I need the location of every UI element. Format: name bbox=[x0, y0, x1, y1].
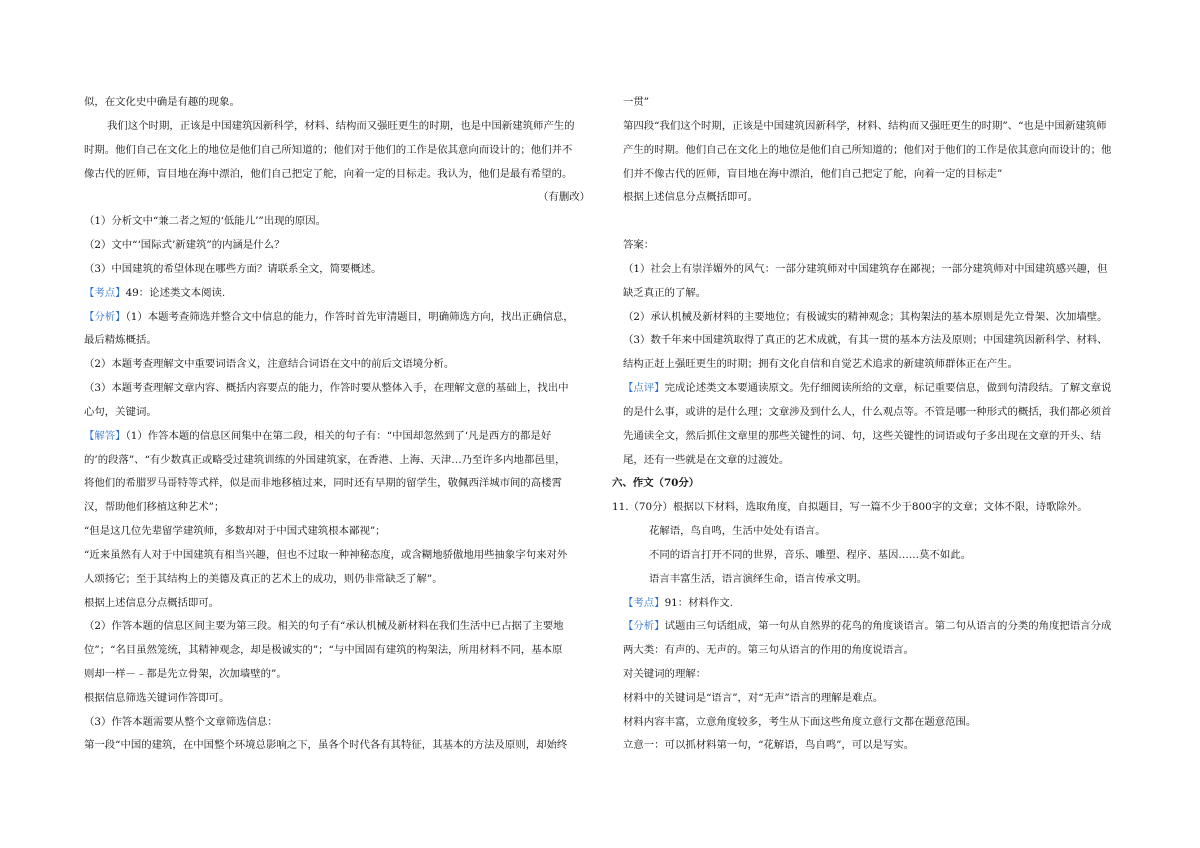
text-line: 尾，还有一些就是在文章的过渡处。 bbox=[623, 454, 790, 466]
text-line: 根据上述信息分点概括即可。 bbox=[623, 191, 759, 203]
text-line: 将他们的希腊罗马哥特等式样，似是而非地移植过来，同时还有早期的留学生，敬佩西洋城市间的高楼霄 bbox=[84, 477, 562, 489]
section-tag: 【分析】 bbox=[623, 620, 665, 632]
tag-text: （1）作答本题的信息区间集中在第二段，相关的句子有：“中国却忽然到了‘凡是西方的都是好 bbox=[125, 430, 552, 442]
answer-line: （2）承认机械及新材料的主要地位；有极诚实的精神观念；其构架法的基本原则是先立骨架、次加墙壁。 bbox=[623, 311, 1108, 323]
answer-heading: 答案： bbox=[623, 239, 655, 251]
text-line: 根据上述信息分点概括即可。 bbox=[84, 597, 220, 609]
text-line: “但是这几位先辈留学建筑师，多数却对于中国式建筑根本鄙视”； bbox=[84, 525, 386, 537]
text-line: 产生的时期。他们自己在文化上的地位是他们自己所知道的；他们对于他们的工作是依其意向而设计的；他 bbox=[623, 144, 1112, 156]
tag-text: （1）本题考查筛选并整合文中信息的能力，作答时首先审清题目，明确筛选方向，找出正确信息， bbox=[125, 311, 574, 323]
text-line: 像古代的匠师，盲目地在海中漂泊，他们自己把定了舵，向着一定的目标走。我认为，他们是最有希望的。 bbox=[84, 168, 573, 180]
section-tag: 【解答】 bbox=[84, 430, 126, 442]
text-line bbox=[623, 596, 733, 610]
answer-line: 结构正赶上强旺更生的时期；拥有文化自信和自觉艺术追求的新建筑师群体正在产生。 bbox=[623, 358, 1018, 370]
text-line: 的’的段落”、“有少数真正或略受过建筑训练的外国建筑家，在香港、上海、天津…乃至许多内地都邑里， bbox=[84, 454, 566, 466]
text-line: 的是什么事，或讲的是什么理；文章涉及到什么人，什么观点等。不管是哪一种形式的概括，我们都必须首 bbox=[623, 406, 1112, 418]
section-tag: 【考点】 bbox=[623, 597, 665, 609]
question-line: （2）文中“‘国际式’新建筑”的内涵是什么？ bbox=[84, 239, 285, 251]
answer-line: 缺乏真正的了解。 bbox=[623, 287, 707, 299]
text-line: 材料内容丰富，立意角度较多，考生从下面这些角度立意行文都在题意范围。 bbox=[623, 716, 977, 728]
material-line: 花解语，鸟自鸣，生活中处处有语言。 bbox=[649, 525, 826, 537]
text-line: 似，在文化史中确是有趣的现象。 bbox=[84, 96, 240, 108]
text-line: （2）本题考查理解文中重要词语含义，注意结合词语在文中的前后文语境分析。 bbox=[84, 358, 455, 370]
text-line: 第四段“我们这个时期，正该是中国建筑因新科学，材料、结构而又强旺更生的时期”、“也是中国新建筑师 bbox=[623, 120, 1107, 132]
question-line: 11.（70分）根据以下材料，选取角度，自拟题目，写一篇不少于800字的文章；文体不限，诗歌除外。 bbox=[612, 501, 1088, 513]
text-line: （3）作答本题需要从整个文章筛选信息： bbox=[84, 716, 278, 728]
text-line: 时期。他们自己在文化上的地位是他们自己所知道的；他们对于他们的工作是依其意向而设计的；他们并不 bbox=[84, 144, 573, 156]
material-line: 语言丰富生活，语言演绎生命，语言传承文明。 bbox=[649, 573, 868, 585]
text-line: 材料中的关键词是“语言”，对“无声”语言的理解是难点。 bbox=[623, 692, 884, 704]
text-line: 两大类：有声的、无声的。第三句从语言的作用的角度说语言。 bbox=[623, 644, 914, 656]
text-line: 立意一：可以抓材料第一句，“花解语，鸟自鸣”，可以是写实。 bbox=[623, 739, 915, 751]
tag-text: 91：材料作文. bbox=[664, 597, 734, 609]
text-line: 最后精炼概括。 bbox=[84, 334, 157, 346]
text-line bbox=[623, 381, 1111, 395]
text-line: 先通读全文，然后抓住文章里的那些关键性的词、句，这些关键性的词语或句子多出现在文章的开头、结 bbox=[623, 430, 1101, 442]
section-tag: 【点评】 bbox=[623, 382, 665, 394]
text-line: 一贯” bbox=[623, 96, 650, 108]
text-line: “近来虽然有人对于中国建筑有相当兴趣，但也不过取一种神秘态度，或含糊地骄傲地用些抽象字句来对外 bbox=[84, 549, 568, 561]
text-line bbox=[84, 310, 574, 324]
section-tag: 【分析】 bbox=[84, 311, 126, 323]
answer-line: （1）社会上有崇洋媚外的风气：一部分建筑师对中国建筑存在鄙视；一部分建筑师对中国建筑感兴趣，但 bbox=[623, 263, 1108, 275]
text-line: 则却一样－﹣都是先立骨架，次加墙壁的”。 bbox=[84, 668, 287, 680]
text-line: 位”；“名目虽然笼统，其精神观念，却是极诚实的”；“与中国固有建筑的构架法，所用材料不同，基本原 bbox=[84, 644, 563, 656]
material-line: 不同的语言打开不同的世界，音乐、雕塑、程序、基因……莫不如此。 bbox=[649, 549, 972, 561]
tag-text: 试题由三句话组成，第一句从自然界的花鸟的角度谈语言。第二句从语言的分类的角度把语言分成 bbox=[664, 620, 1112, 632]
text-line bbox=[84, 429, 551, 443]
section-tag: 【考点】 bbox=[84, 287, 126, 299]
question-line: （1）分析文中“兼二者之短的‘低能儿’”出现的原因。 bbox=[84, 215, 327, 227]
text-line: 心句，关键词。 bbox=[84, 406, 157, 418]
answer-line: （3）数千年来中国建筑取得了真正的艺术成就，有其一贯的基本方法及原则；中国建筑因新科学、材料、 bbox=[623, 334, 1108, 346]
source-note: （有删改） bbox=[538, 191, 590, 203]
tag-text: 完成论述类文本要通读原文。先仔细阅读所给的文章，标记重要信息，做到句清段结。了解文章说 bbox=[664, 382, 1112, 394]
text-line: 们并不像古代的匠师，盲目地在海中漂泊，他们自己把定了舵，向着一定的目标走” bbox=[623, 168, 1003, 180]
text-line: 人颂扬它；至于其结构上的美德及真正的艺术上的成功，则仍非常缺乏了解”。 bbox=[84, 573, 443, 585]
text-line: （2）作答本题的信息区间主要为第三段。相关的句子有“承认机械及新材料在我们生活中已占据了主要地 bbox=[84, 620, 564, 632]
text-line: 根据信息筛选关键词作答即可。 bbox=[84, 692, 230, 704]
section-heading: 六、作文（70分） bbox=[612, 477, 700, 489]
text-line: 汉，帮助他们移植这种艺术”； bbox=[84, 501, 225, 513]
text-line: 对关键词的理解： bbox=[623, 668, 707, 680]
text-line: （3）本题考查理解文章内容、概括内容要点的能力，作答时要从整体入手，在理解文意的基础上，找出中 bbox=[84, 382, 569, 394]
text-line bbox=[623, 619, 1111, 633]
tag-text: 49：论述类文本阅读. bbox=[125, 287, 226, 299]
text-line bbox=[84, 286, 225, 300]
text-line: 第一段“中国的建筑，在中国整个环境总影响之下，虽各个时代各有其特征，其基本的方法及原则，却始终 bbox=[84, 739, 568, 751]
question-line: （3）中国建筑的希望体现在哪些方面？请联系全文，简要概述。 bbox=[84, 263, 382, 275]
text-line: 我们这个时期，正该是中国建筑因新科学，材料、结构而又强旺更生的时期，也是中国新建筑师产生的 bbox=[107, 120, 575, 132]
